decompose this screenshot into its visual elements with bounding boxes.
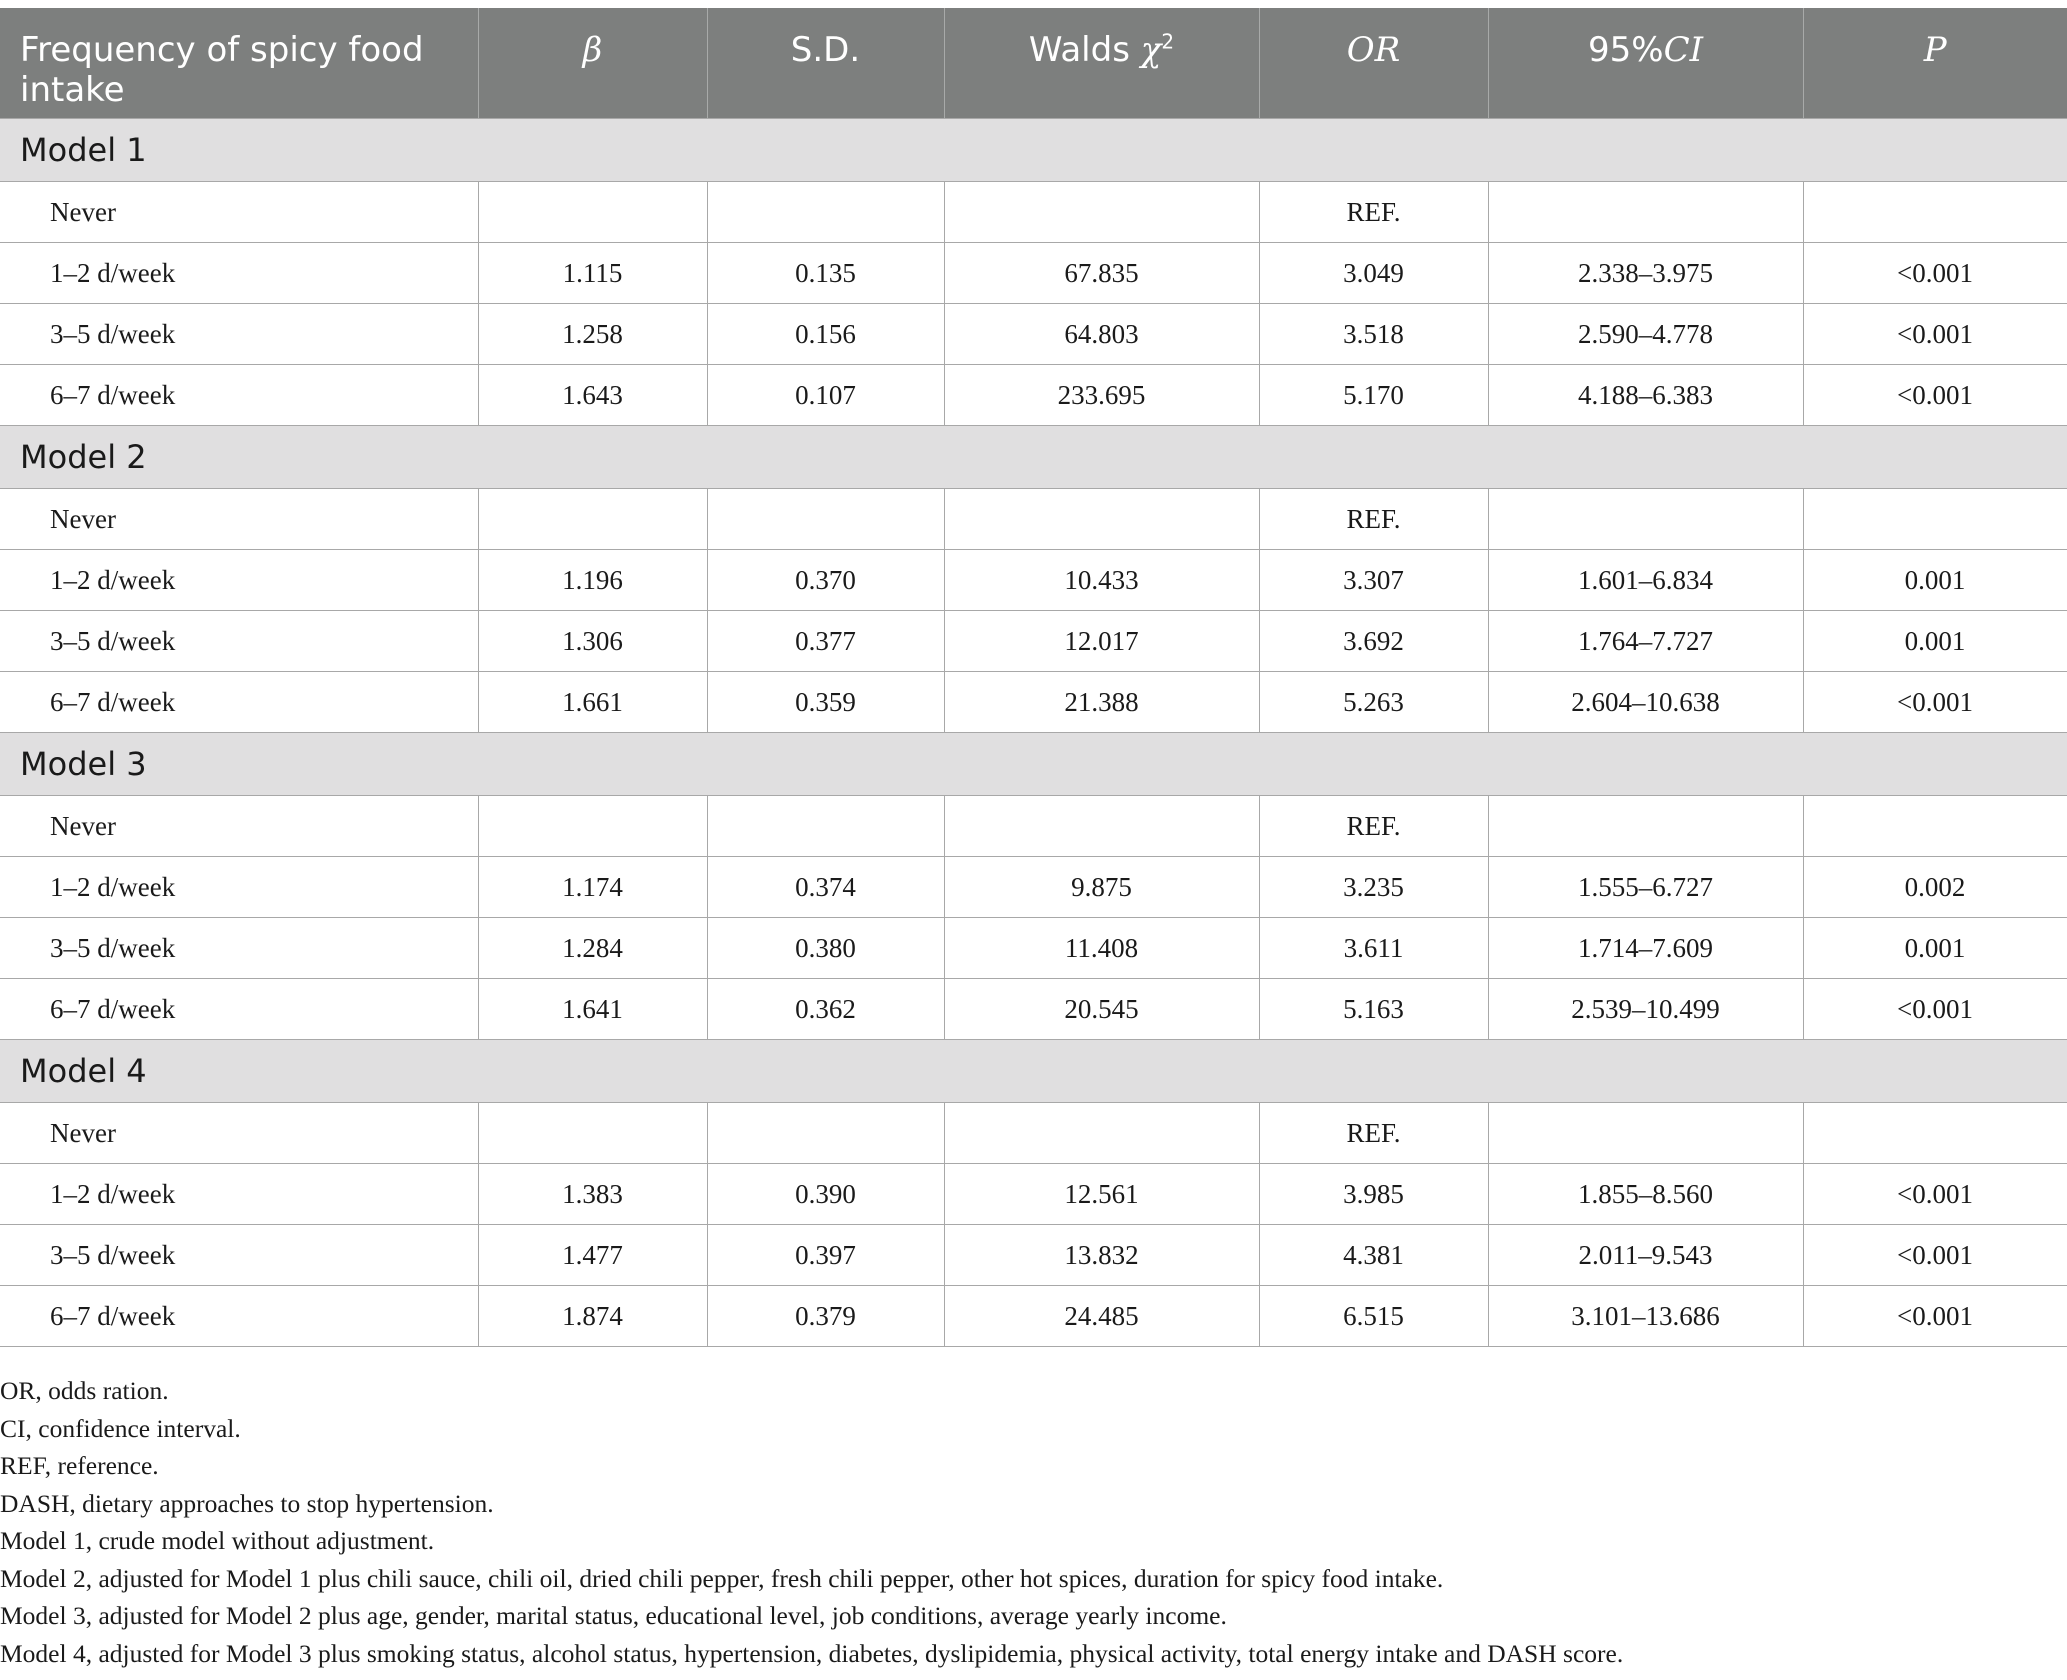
header-sd: S.D. — [707, 8, 944, 119]
model-title: Model 2 — [0, 426, 2067, 489]
cell-sd: 0.380 — [707, 918, 944, 979]
cell-or: REF. — [1259, 796, 1488, 857]
cell-p: <0.001 — [1803, 1286, 2067, 1347]
row-label: 6–7 d/week — [0, 672, 478, 733]
cell-p — [1803, 796, 2067, 857]
cell-or: 4.381 — [1259, 1225, 1488, 1286]
cell-ci: 1.764–7.727 — [1488, 611, 1803, 672]
cell-beta: 1.115 — [478, 243, 707, 304]
cell-sd — [707, 1103, 944, 1164]
footnote: CI, confidence interval. — [0, 1413, 241, 1443]
cell-sd: 0.379 — [707, 1286, 944, 1347]
cell-ci: 2.604–10.638 — [1488, 672, 1803, 733]
cell-p: 0.001 — [1803, 918, 2067, 979]
cell-or: 3.307 — [1259, 550, 1488, 611]
cell-beta: 1.383 — [478, 1164, 707, 1225]
cell-sd — [707, 796, 944, 857]
cell-or: 3.518 — [1259, 304, 1488, 365]
cell-beta: 1.174 — [478, 857, 707, 918]
cell-or: 3.235 — [1259, 857, 1488, 918]
cell-p — [1803, 489, 2067, 550]
cell-ci: 1.714–7.609 — [1488, 918, 1803, 979]
cell-walds: 11.408 — [944, 918, 1259, 979]
cell-ci — [1488, 1103, 1803, 1164]
cell-walds: 12.561 — [944, 1164, 1259, 1225]
table-row — [0, 365, 2067, 426]
cell-p: <0.001 — [1803, 1225, 2067, 1286]
row-label: Never — [0, 796, 478, 857]
cell-walds — [944, 182, 1259, 243]
table-row — [0, 857, 2067, 918]
cell-ci: 3.101–13.686 — [1488, 1286, 1803, 1347]
cell-or: 3.049 — [1259, 243, 1488, 304]
cell-or: 3.611 — [1259, 918, 1488, 979]
row-label: 6–7 d/week — [0, 1286, 478, 1347]
cell-sd: 0.107 — [707, 365, 944, 426]
cell-or: 3.985 — [1259, 1164, 1488, 1225]
table-row — [0, 1225, 2067, 1286]
cell-beta — [478, 489, 707, 550]
cell-walds: 21.388 — [944, 672, 1259, 733]
footnote: Model 1, crude model without adjustment. — [0, 1526, 435, 1555]
table-row — [0, 1164, 2067, 1225]
cell-walds: 13.832 — [944, 1225, 1259, 1286]
row-label: 1–2 d/week — [0, 550, 478, 611]
model-title: Model 1 — [0, 119, 2067, 182]
cell-ci: 1.855–8.560 — [1488, 1164, 1803, 1225]
header-95ci: 95%CI — [1488, 8, 1803, 119]
footnote: OR, odds ration. — [0, 1376, 169, 1405]
cell-sd: 0.359 — [707, 672, 944, 733]
cell-p — [1803, 1103, 2067, 1164]
row-label: Never — [0, 182, 478, 243]
cell-p: <0.001 — [1803, 243, 2067, 304]
cell-beta — [478, 182, 707, 243]
row-label: 1–2 d/week — [0, 1164, 478, 1225]
cell-beta: 1.284 — [478, 918, 707, 979]
header-beta: β — [478, 8, 707, 119]
cell-walds: 10.433 — [944, 550, 1259, 611]
table-row — [0, 182, 2067, 243]
cell-sd: 0.390 — [707, 1164, 944, 1225]
table-row — [0, 550, 2067, 611]
cell-ci — [1488, 489, 1803, 550]
table-footnotes — [0, 1372, 2067, 1672]
cell-or: REF. — [1259, 182, 1488, 243]
table-row — [0, 796, 2067, 857]
cell-p: 0.001 — [1803, 611, 2067, 672]
header-walds-chi2: Walds $\chi^2$ — [944, 8, 1259, 119]
cell-or: 5.163 — [1259, 979, 1488, 1040]
cell-sd: 0.362 — [707, 979, 944, 1040]
cell-p — [1803, 182, 2067, 243]
cell-ci: 2.539–10.499 — [1488, 979, 1803, 1040]
cell-p: <0.001 — [1803, 979, 2067, 1040]
footnote: Model 4, adjusted for Model 3 plus smoking status, alcohol status, hypertension, diabetes, dyslipidemia, physical activity, total energy intake and DASH score. — [0, 1638, 1624, 1668]
table-row — [0, 304, 2067, 365]
cell-ci: 1.601–6.834 — [1488, 550, 1803, 611]
cell-p: <0.001 — [1803, 672, 2067, 733]
cell-p: <0.001 — [1803, 1164, 2067, 1225]
row-label: 3–5 d/week — [0, 304, 478, 365]
cell-walds: 20.545 — [944, 979, 1259, 1040]
cell-sd: 0.135 — [707, 243, 944, 304]
cell-beta: 1.643 — [478, 365, 707, 426]
cell-beta: 1.661 — [478, 672, 707, 733]
table-row — [0, 672, 2067, 733]
cell-sd: 0.156 — [707, 304, 944, 365]
cell-or: 3.692 — [1259, 611, 1488, 672]
row-label: 3–5 d/week — [0, 918, 478, 979]
table-row — [0, 1103, 2067, 1164]
cell-p: <0.001 — [1803, 304, 2067, 365]
row-label: Never — [0, 1103, 478, 1164]
row-label: 1–2 d/week — [0, 857, 478, 918]
cell-beta: 1.258 — [478, 304, 707, 365]
footnote: DASH, dietary approaches to stop hypertension. — [0, 1488, 494, 1518]
footnote: Model 2, adjusted for Model 1 plus chili sauce, chili oil, dried chili pepper, fresh chili pepper, other hot spices, duration for spicy food intake. — [0, 1563, 1444, 1593]
cell-ci: 4.188–6.383 — [1488, 365, 1803, 426]
table-row — [0, 611, 2067, 672]
cell-sd: 0.374 — [707, 857, 944, 918]
header-p: P — [1803, 8, 2067, 119]
table-header — [0, 8, 2067, 119]
cell-p: 0.002 — [1803, 857, 2067, 918]
row-label: 1–2 d/week — [0, 243, 478, 304]
results-table-container — [0, 8, 2067, 1347]
cell-beta: 1.477 — [478, 1225, 707, 1286]
table-row — [0, 243, 2067, 304]
cell-walds: 9.875 — [944, 857, 1259, 918]
cell-p: 0.001 — [1803, 550, 2067, 611]
cell-beta: 1.306 — [478, 611, 707, 672]
cell-beta: 1.874 — [478, 1286, 707, 1347]
footnote: REF, reference. — [0, 1451, 159, 1480]
cell-sd — [707, 489, 944, 550]
row-label: 3–5 d/week — [0, 1225, 478, 1286]
cell-or: REF. — [1259, 1103, 1488, 1164]
cell-ci — [1488, 796, 1803, 857]
footnote: Model 3, adjusted for Model 2 plus age, gender, marital status, educational level, job conditions, average yearly income. — [0, 1601, 1227, 1630]
cell-or: 5.263 — [1259, 672, 1488, 733]
cell-sd: 0.377 — [707, 611, 944, 672]
table-row — [0, 1286, 2067, 1347]
cell-walds — [944, 489, 1259, 550]
cell-beta — [478, 796, 707, 857]
table-row — [0, 979, 2067, 1040]
model-section-header — [0, 1040, 2067, 1103]
cell-p: <0.001 — [1803, 365, 2067, 426]
header-frequency: Frequency of spicy food intake — [0, 8, 478, 119]
model-section-header — [0, 119, 2067, 182]
cell-sd — [707, 182, 944, 243]
row-label: 3–5 d/week — [0, 611, 478, 672]
row-label: 6–7 d/week — [0, 365, 478, 426]
table-body — [0, 119, 2067, 1347]
cell-ci: 2.590–4.778 — [1488, 304, 1803, 365]
cell-ci: 1.555–6.727 — [1488, 857, 1803, 918]
model-title: Model 4 — [0, 1040, 2067, 1103]
cell-ci: 2.011–9.543 — [1488, 1225, 1803, 1286]
cell-or: 6.515 — [1259, 1286, 1488, 1347]
cell-walds: 12.017 — [944, 611, 1259, 672]
cell-or: REF. — [1259, 489, 1488, 550]
cell-ci — [1488, 182, 1803, 243]
cell-beta — [478, 1103, 707, 1164]
table-row — [0, 918, 2067, 979]
cell-walds: 233.695 — [944, 365, 1259, 426]
model-section-header — [0, 426, 2067, 489]
cell-ci: 2.338–3.975 — [1488, 243, 1803, 304]
row-label: 6–7 d/week — [0, 979, 478, 1040]
table-row — [0, 489, 2067, 550]
model-title: Model 3 — [0, 733, 2067, 796]
cell-walds — [944, 1103, 1259, 1164]
header-or: OR — [1259, 8, 1488, 119]
model-section-header — [0, 733, 2067, 796]
cell-sd: 0.397 — [707, 1225, 944, 1286]
row-label: Never — [0, 489, 478, 550]
cell-walds — [944, 796, 1259, 857]
cell-beta: 1.196 — [478, 550, 707, 611]
cell-walds: 64.803 — [944, 304, 1259, 365]
cell-beta: 1.641 — [478, 979, 707, 1040]
logistic-regression-table — [0, 8, 2067, 1347]
cell-walds: 24.485 — [944, 1286, 1259, 1347]
cell-or: 5.170 — [1259, 365, 1488, 426]
cell-sd: 0.370 — [707, 550, 944, 611]
cell-walds: 67.835 — [944, 243, 1259, 304]
